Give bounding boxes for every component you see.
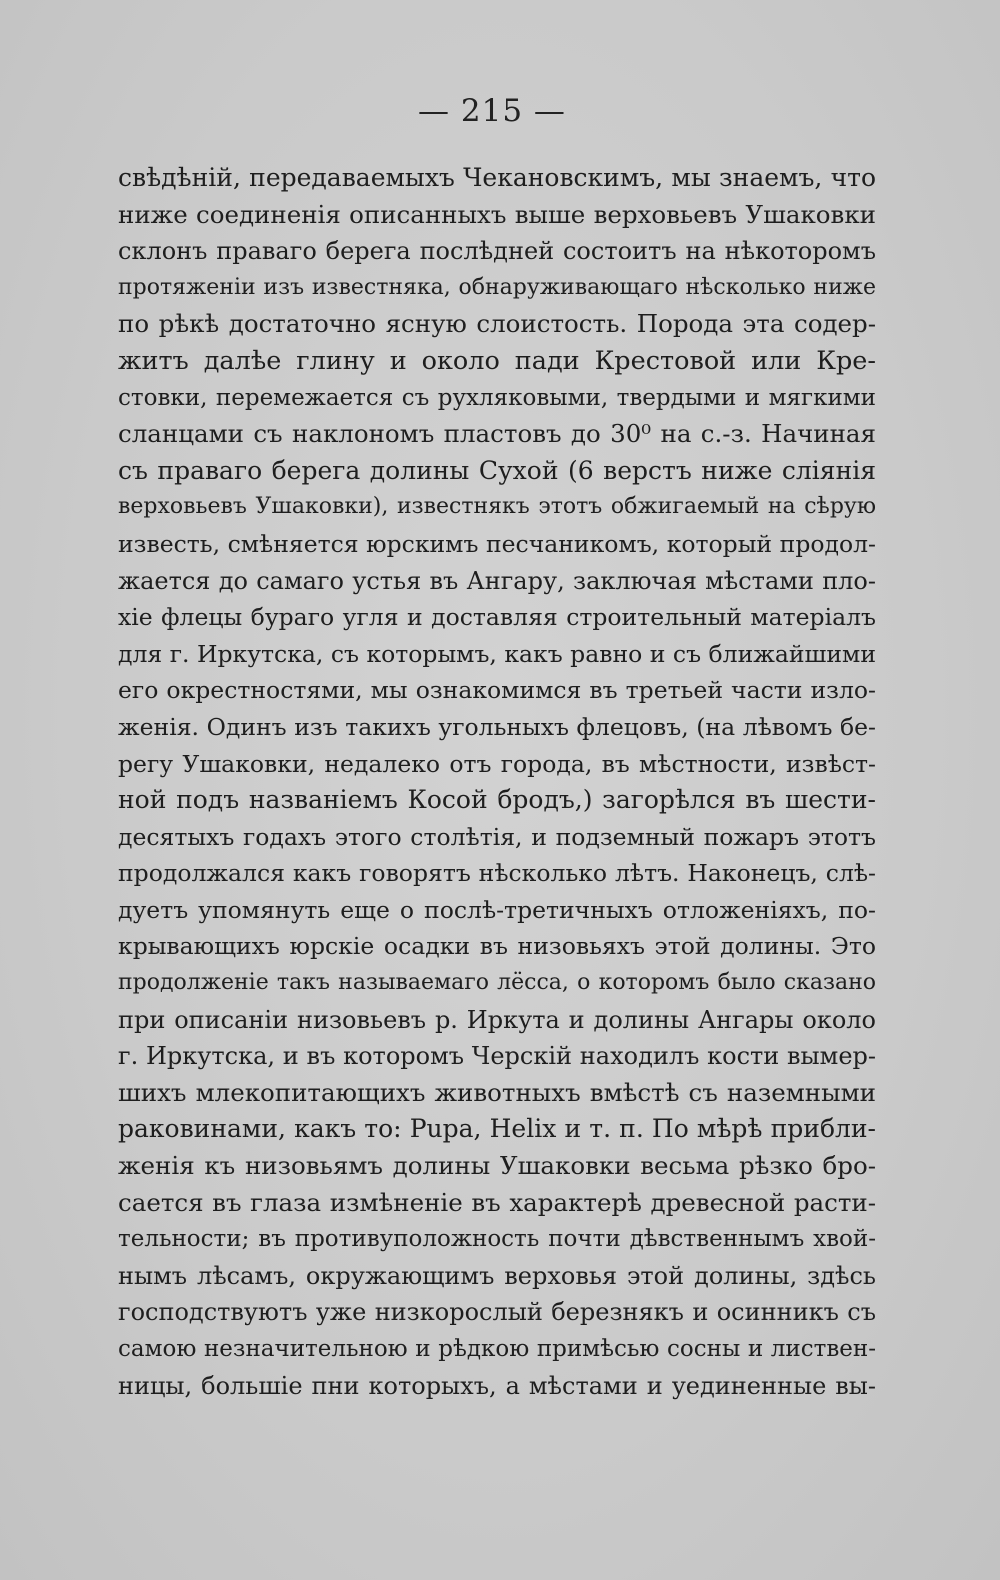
text-line: нымъ лѣсамъ, окружающимъ верховья этой долины, здѣсь xyxy=(118,1261,876,1290)
text-line: продолжался какъ говорятъ нѣсколько лѣтъ. Наконецъ, слѣ- xyxy=(118,859,876,888)
text-line: протяженіи изъ известняка, обнаруживающаго нѣсколько ниже xyxy=(118,274,876,300)
text-line: сается въ глаза измѣненіе въ характерѣ древесной расти- xyxy=(118,1187,876,1217)
text-line: жается до самаго устья въ Ангару, заключая мѣстами пло- xyxy=(118,566,876,595)
text-line: для г. Иркутска, съ которымъ, какъ равно и съ ближайшими xyxy=(118,639,876,668)
text-line: г. Иркутска, и въ которомъ Черскій находилъ кости вымер- xyxy=(118,1042,876,1071)
text-line: съ праваго берега долины Сухой (6 верстъ ниже сліянія xyxy=(118,455,876,485)
text-line: его окрестностями, мы ознакомимся въ третьей части изло- xyxy=(118,676,876,705)
text-line: регу Ушаковки, недалеко отъ города, въ мѣстности, извѣст- xyxy=(118,749,876,778)
text-line: женія. Одинъ изъ такихъ угольныхъ флецовъ, (на лѣвомъ бе- xyxy=(118,712,876,741)
text-line: ниже соединенія описанныхъ выше верховьевъ Ушаковки xyxy=(118,199,876,229)
text-line: хіе флецы бураго угля и доставляя строительный матеріалъ xyxy=(118,603,876,632)
text-line: крывающихъ юрскіе осадки въ низовьяхъ этой долины. Это xyxy=(118,932,876,961)
text-line: стовки, перемежается съ рухляковыми, твердыми и мягкими xyxy=(118,384,876,411)
text-line: житъ далѣе глину и около пади Крестовой или Кре- xyxy=(118,345,876,376)
text-line: при описаніи низовьевъ р. Иркута и долины Ангары около xyxy=(118,1005,876,1034)
body-text xyxy=(118,160,876,1404)
text-line: известь, смѣняется юрскимъ песчаникомъ, который продол- xyxy=(118,529,876,558)
text-line: раковинами, какъ то: Pupa, Helix и т. п. По мѣрѣ прибли- xyxy=(118,1114,876,1144)
page-number: — 215 — xyxy=(418,93,566,129)
text-line: женія къ низовьямъ долины Ушаковки весьма рѣзко бро- xyxy=(118,1151,876,1181)
text-line: сланцами съ наклономъ пластовъ до 30⁰ на с.-з. Начиная xyxy=(118,419,876,449)
text-line: тельности; въ противуположность почти дѣвственнымъ хвой- xyxy=(118,1226,876,1253)
text-line: продолженіе такъ называемаго лёсса, о которомъ было сказано xyxy=(118,970,876,996)
text-line: верховьевъ Ушаковки), известнякъ этотъ обжигаемый на сѣрую xyxy=(118,494,876,520)
text-line: господствуютъ уже низкорослый березнякъ и осинникъ съ xyxy=(118,1298,876,1327)
text-line: ницы, большіе пни которыхъ, а мѣстами и уединенные вы- xyxy=(118,1371,876,1400)
text-line: склонъ праваго берега послѣдней состоитъ на нѣкоторомъ xyxy=(118,237,876,266)
text-line: по рѣкѣ достаточно ясную слоистость. Порода эта содер- xyxy=(118,309,876,339)
text-line: ной подъ названіемъ Косой бродъ,) загорѣлся въ шести- xyxy=(118,785,876,815)
text-line: свѣдѣній, передаваемыхъ Чекановскимъ, мы знаемъ, что xyxy=(118,163,876,192)
text-line: самою незначительною и рѣдкою примѣсью сосны и листвен- xyxy=(118,1336,876,1362)
text-line: шихъ млекопитающихъ животныхъ вмѣстѣ съ наземными xyxy=(118,1077,876,1107)
text-line: дуетъ упомянуть еще о послѣ-третичныхъ отложеніяхъ, по- xyxy=(118,895,876,924)
text-line: десятыхъ годахъ этого столѣтія, и подземный пожаръ этотъ xyxy=(118,822,876,851)
